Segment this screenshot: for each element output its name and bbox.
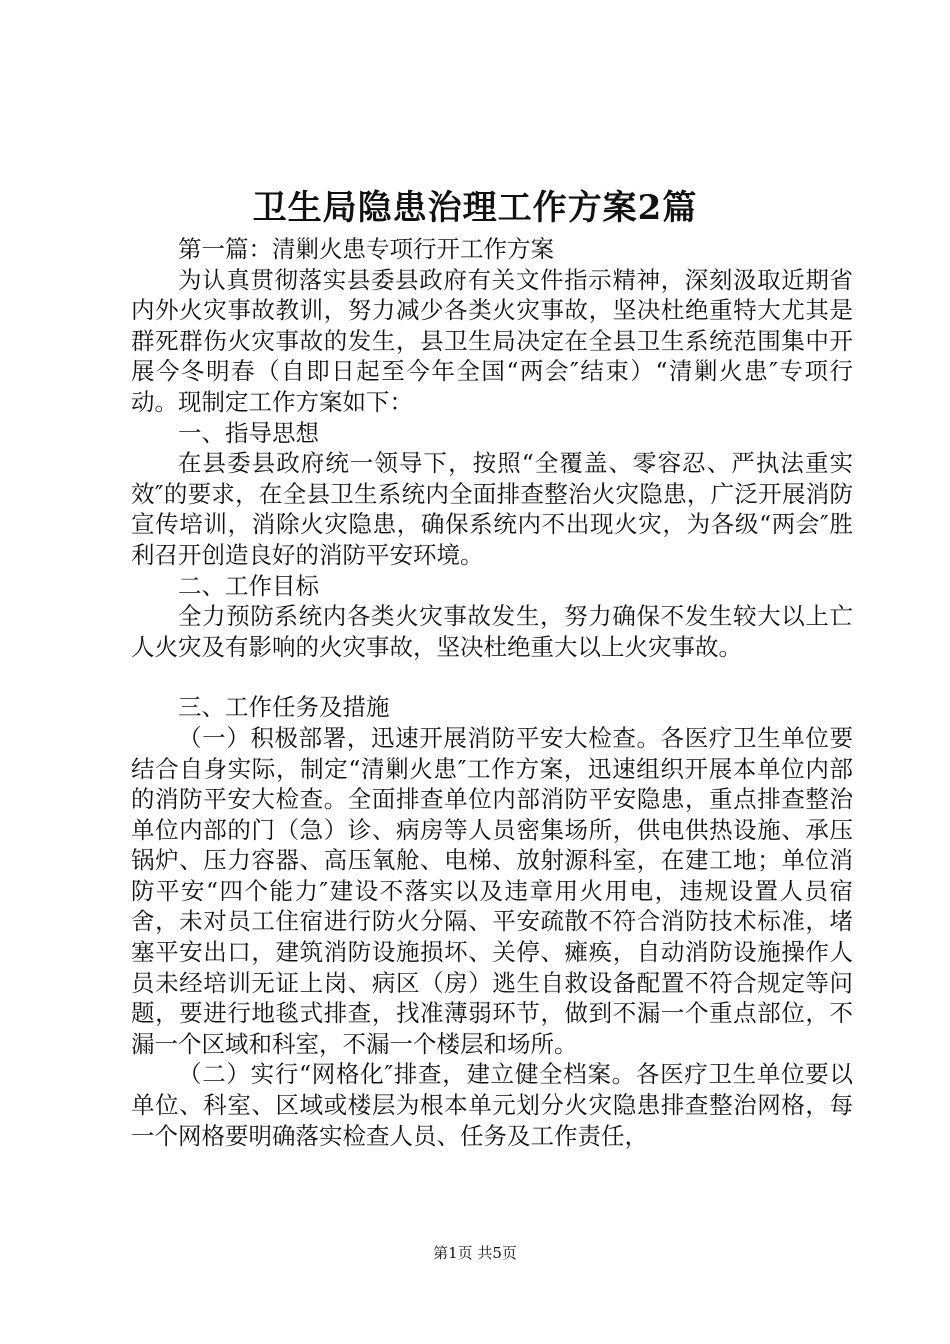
body-paragraph: 在县委县政府统一领导下，按照“全覆盖、零容忍、严执法重实效″的要求，在全县卫生系统内全面排查整治火灾隐患，广泛开展消防宣传培训，消除火灾隐患，确保系统内不出现火灾，为各级“两会″胜利召开创造良好的消防平安环境。 xyxy=(131,449,853,569)
section-heading: 第一篇：清剿火患专项行开工作方案 xyxy=(178,235,554,263)
paragraph-spacer xyxy=(131,662,853,692)
page-footer: 第1页 共5页 xyxy=(433,1244,517,1262)
document-body xyxy=(131,234,853,1151)
body-paragraph: 为认真贯彻落实县委县政府有关文件指示精神，深刻汲取近期省内外火灾事故教训，努力减少各类火灾事故，坚决杜绝重特大尤其是群死群伤火灾事故的发生，县卫生局决定在全县卫生系统范围集中开展今冬明春（自即日起至今年全国“两会″结束）“清剿火患″专项行动。现制定工作方案如下： xyxy=(131,265,853,416)
section-heading: 一、指导思想 xyxy=(178,418,319,447)
body-paragraph: 全力预防系统内各类火灾事故发生，努力确保不发生较大以上亡人火灾及有影响的火灾事故，坚决杜绝重大以上火灾事故。 xyxy=(131,602,853,661)
body-paragraph: （二）实行“网格化″排查，建立健全档案。各医疗卫生单位要以单位、科室、区域或楼层为根本单元划分火灾隐患排查整治网格，每一个网格要明确落实检查人员、任务及工作责任， xyxy=(131,1060,853,1150)
section-heading: 三、工作任务及措施 xyxy=(178,693,390,722)
section-heading: 二、工作目标 xyxy=(178,571,319,600)
body-paragraph: （一）积极部署，迅速开展消防平安大检查。各医疗卫生单位要结合自身实际，制定“清剿火患″工作方案，迅速组织开展本单位内部的消防平安大检查。全面排查单位内部消防平安隐患，重点排查整治单位内部的门（急）诊、病房等人员密集场所，供电供热设施、承压锅炉、压力容器、高压氧舱、电梯、放射源科室，在建工地；单位消防平安“四个能力″建设不落实以及违章用火用电，违规设置人员宿舍，未对员工住宿进行防火分隔、平安疏散不符合消防技术标准，堵塞平安出口，建筑消防设施损坏、关停、瘫痪，自动消防设施操作人员未经培训无证上岗、病区（房）逃生自救设备配置不符合规定等问题，要进行地毯式排查，找准薄弱环节，做到不漏一个重点部位，不漏一个区域和科室，不漏一个楼层和场所。 xyxy=(131,723,853,1058)
document-title: 卫生局隐患治理工作方案2篇 xyxy=(252,188,698,228)
